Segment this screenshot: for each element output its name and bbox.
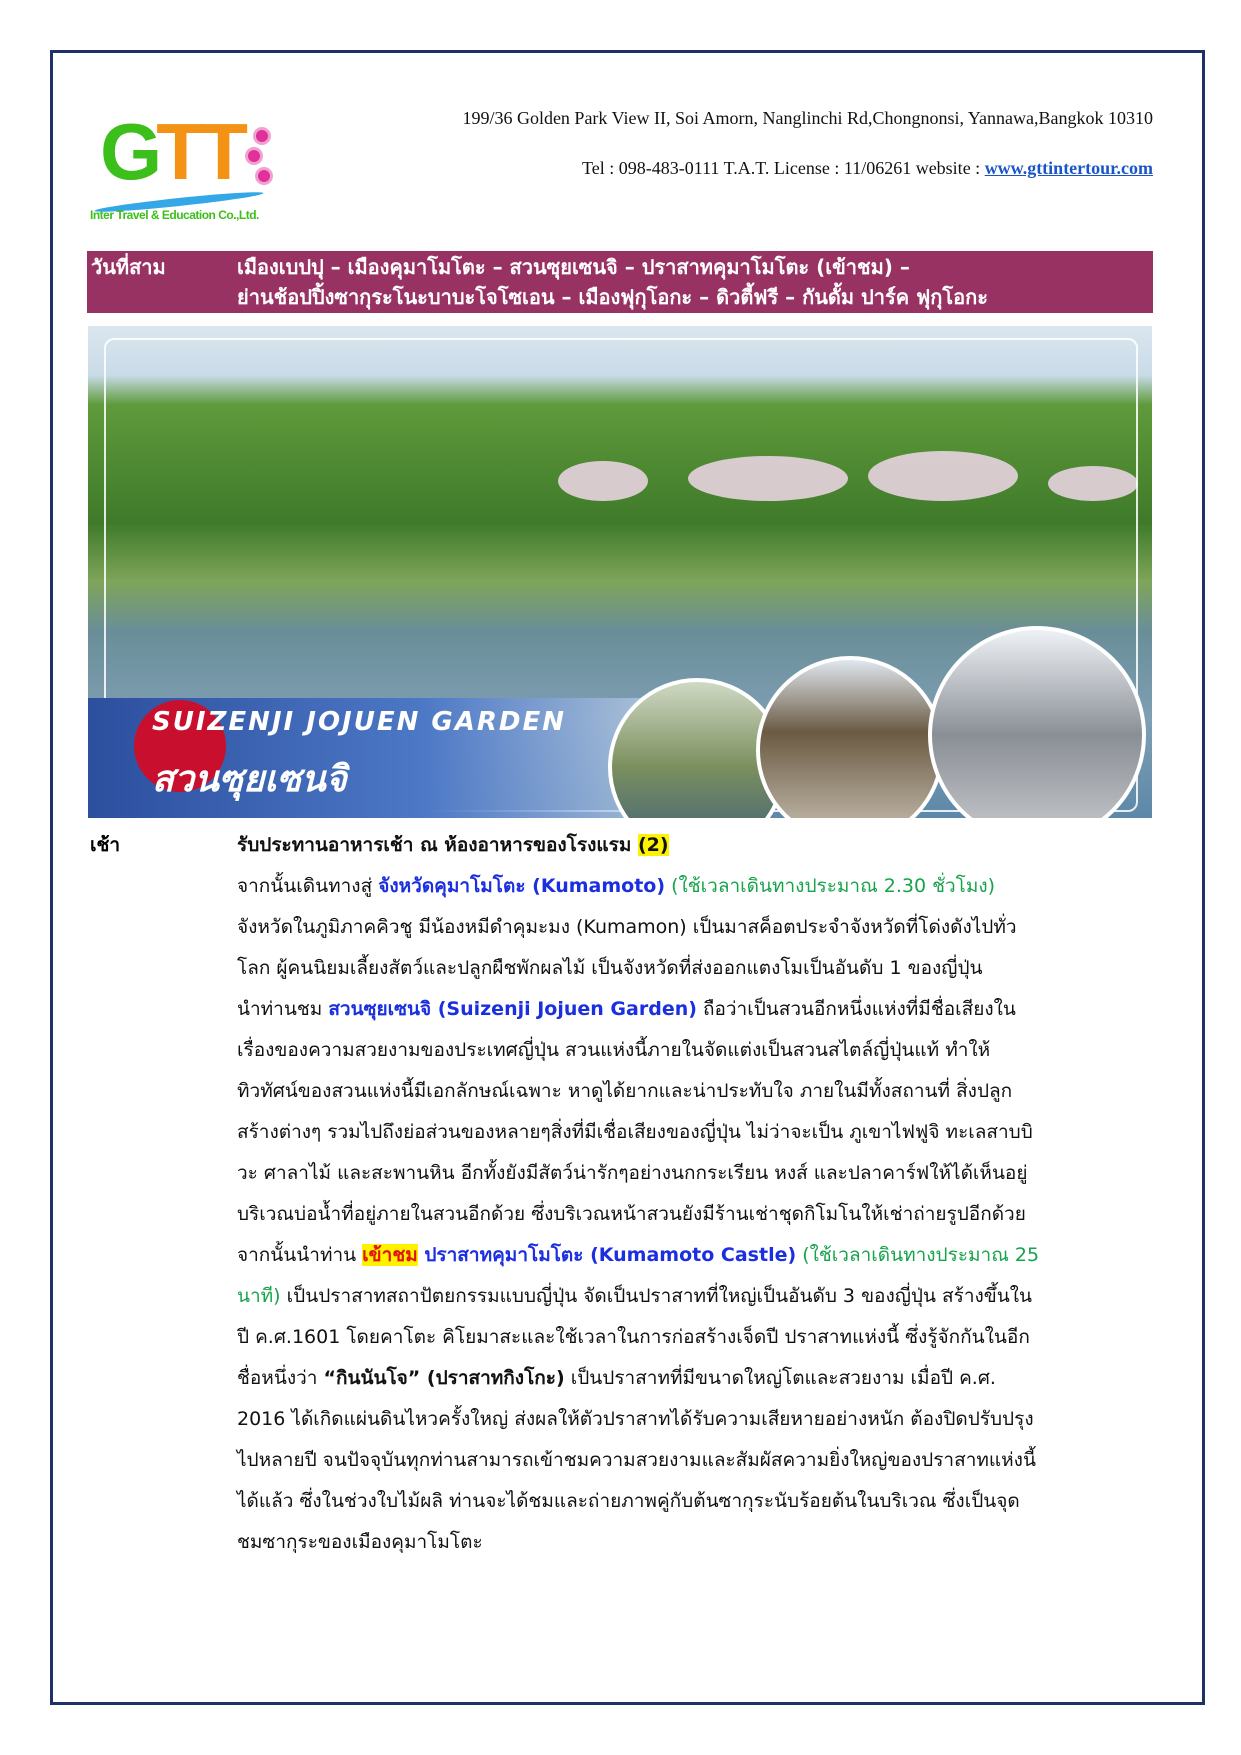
text: เป็นปราสาทสถาปัตยกรรมแบบญี่ปุ่น จัดเป็นปราสาทที่ใหญ่เป็นอันดับ 3 ของญี่ปุ่น สร้างขึ้นใน <box>280 1285 1033 1307</box>
website-link[interactable]: www.gttintertour.com <box>984 158 1153 178</box>
castle-highlight: ปราสาทคุมาโมโตะ (Kumamoto Castle) <box>417 1244 797 1266</box>
text: จากนั้นเดินทางสู่ <box>237 875 379 897</box>
company-logo <box>88 108 273 223</box>
visit-badge: เข้าชม <box>362 1244 418 1266</box>
tel-license: Tel : 098-483-0111 T.A.T. License : 11/06261 website : <box>582 158 985 178</box>
logo-subtitle: Inter Travel & Education Co.,Ltd. <box>90 208 259 222</box>
text-line: ทิวทัศน์ของสวนแห่งนี้มีเอกลักษณ์เฉพาะ หาดูได้ยากและน่าประทับใจ ภายในมีทั้งสถานที่ สิ่งปลูก <box>237 1080 1013 1102</box>
text-line <box>237 1358 1157 1399</box>
travel-time: นาที) <box>237 1285 281 1307</box>
text-line: ปี ค.ศ.1601 โดยคาโตะ คิโยมาสะและใช้เวลาในการก่อสร้างเจ็ดปี ปราสาทแห่งนี้ ซึ่งรู้จักกันในอีก <box>237 1326 1030 1348</box>
banner-title-th: สวนซุยเซนจิ <box>152 759 347 800</box>
day-header <box>87 251 1153 313</box>
text-line: ไปหลายปี จนปัจจุบันทุกท่านสามารถเข้าชมความสวยงามและสัมผัสความยิ่งใหญ่ของปราสาทแห่งนี้ <box>237 1449 1036 1471</box>
text-line: จังหวัดในภูมิภาคคิวชู มีน้องหมีดำคุมะมง (Kumamon) เป็นมาสค็อตประจำจังหวัดที่โด่งดังไปทั่ว <box>237 916 1017 938</box>
text-line: โลก ผู้คนนิยมเลี้ยงสัตว์และปลูกผืชพักผลไม้ เป็นจังหวัดที่ส่งออกแตงโมเป็นอันดับ 1 ของญี่ปุ่น <box>237 957 983 979</box>
text: ชื่อหนึ่งว่า <box>237 1367 324 1389</box>
text-line <box>237 989 1157 1030</box>
text-line: 2016 ได้เกิดแผ่นดินไหวครั้งใหญ่ ส่งผลให้ตัวปราสาทได้รับความเสียหายอย่างหนัก ต้องปิดปรับปรุง <box>237 1408 1034 1430</box>
text-line <box>237 866 1157 907</box>
text: นำท่านชม <box>237 998 329 1020</box>
text-line: ชมซากุระของเมืองคุมาโมโตะ <box>237 1531 483 1553</box>
breakfast-line <box>237 825 1157 866</box>
route-line-1: เมืองเบปปุ – เมืองคุมาโมโตะ – สวนซุยเซนจิ – ปราสาทคุมาโมโตะ (เข้าชม) – <box>237 255 910 279</box>
flower-icon <box>246 130 270 186</box>
contact-line <box>582 156 1153 180</box>
garden-banner <box>88 698 648 818</box>
text-line <box>237 1235 1157 1276</box>
logo-letters: GTT <box>100 107 242 196</box>
route-line-2: ย่านช้อปปิ้งซากุระโนะบาบะโจโซเอน – เมืองฟุกุโอกะ – ดิวตี้ฟรี – กันดั้ม ปาร์ค ฟุกุโอกะ <box>237 285 988 309</box>
text: ถือว่าเป็นสวนอีกหนึ่งแห่งที่มีชื่อเสียงใน <box>696 998 1016 1020</box>
text-line: สร้างต่างๆ รวมไปถึงย่อส่วนของหลายๆสิ่งที่มีเชื่อเสียงของญี่ปุ่น ไม่ว่าจะเป็น ภูเขาไฟฟูจิ ทะเลสาบบิ <box>237 1121 1033 1143</box>
travel-time: (ใช้เวลาเดินทางประมาณ 25 <box>796 1244 1040 1266</box>
kumamoto-highlight: จังหวัดคุมาโมโตะ (Kumamoto) <box>378 875 666 897</box>
banner-title-en: SUIZENJI JOJUEN GARDEN <box>152 707 567 737</box>
text: เป็นปราสาทที่มีขนาดใหญ่โตและสวยงาม เมื่อปี ค.ศ. <box>564 1367 996 1389</box>
company-address: 199/36 Golden Park View II, Soi Amorn, Nanglinchi Rd,Chongnonsi, Yannawa,Bangkok 10310 <box>462 108 1153 128</box>
text-line: ได้แล้ว ซึ่งในช่วงใบไม้ผลิ ท่านจะได้ชมและถ่ายภาพคู่กับต้นซากุระนับร้อยต้นในบริเวณ ซึ่งเป็นจุด <box>237 1490 1020 1512</box>
text-line <box>237 1276 1157 1317</box>
text-line: เรื่องของความสวยงามของประเทศญี่ปุ่น สวนแห่งนี้ภายในจัดแต่งเป็นสวนสไตล์ญี่ปุ่นแท้ ทำให้ <box>237 1039 991 1061</box>
itinerary-text <box>237 825 1157 1563</box>
day-label: วันที่สาม <box>91 255 166 279</box>
meal-label: เช้า <box>90 834 121 856</box>
suizenji-highlight: สวนซุยเซนจิ (Suizenji Jojuen Garden) <box>328 998 697 1020</box>
castle-nickname: “กินนันโจ” (ปราสาทกิงโกะ) <box>323 1367 565 1389</box>
text-line: บริเวณบ่อน้ำที่อยู่ภายในสวนอีกด้วย ซึ่งบริเวณหน้าสวนยังมีร้านเช่าชุดกิโมโนให้เช่าถ่ายรูปอีกด้วย <box>237 1203 1026 1225</box>
text-line: วะ ศาลาไม้ และสะพานหิน อีกทั้งยังมีสัตว์น่ารักๆอย่างนกกระเรียน หงส์ และปลาคาร์ฟให้ได้เห็นอยู่ <box>237 1162 1028 1184</box>
travel-time: (ใช้เวลาเดินทางประมาณ 2.30 ชั่วโมง) <box>665 875 996 897</box>
meal-code: (2) <box>637 834 669 856</box>
suizenji-garden-photo <box>88 326 1152 818</box>
text: จากนั้นนำท่าน <box>237 1244 363 1266</box>
breakfast-text: รับประทานอาหารเช้า ณ ห้องอาหารของโรงแรม <box>237 834 638 856</box>
